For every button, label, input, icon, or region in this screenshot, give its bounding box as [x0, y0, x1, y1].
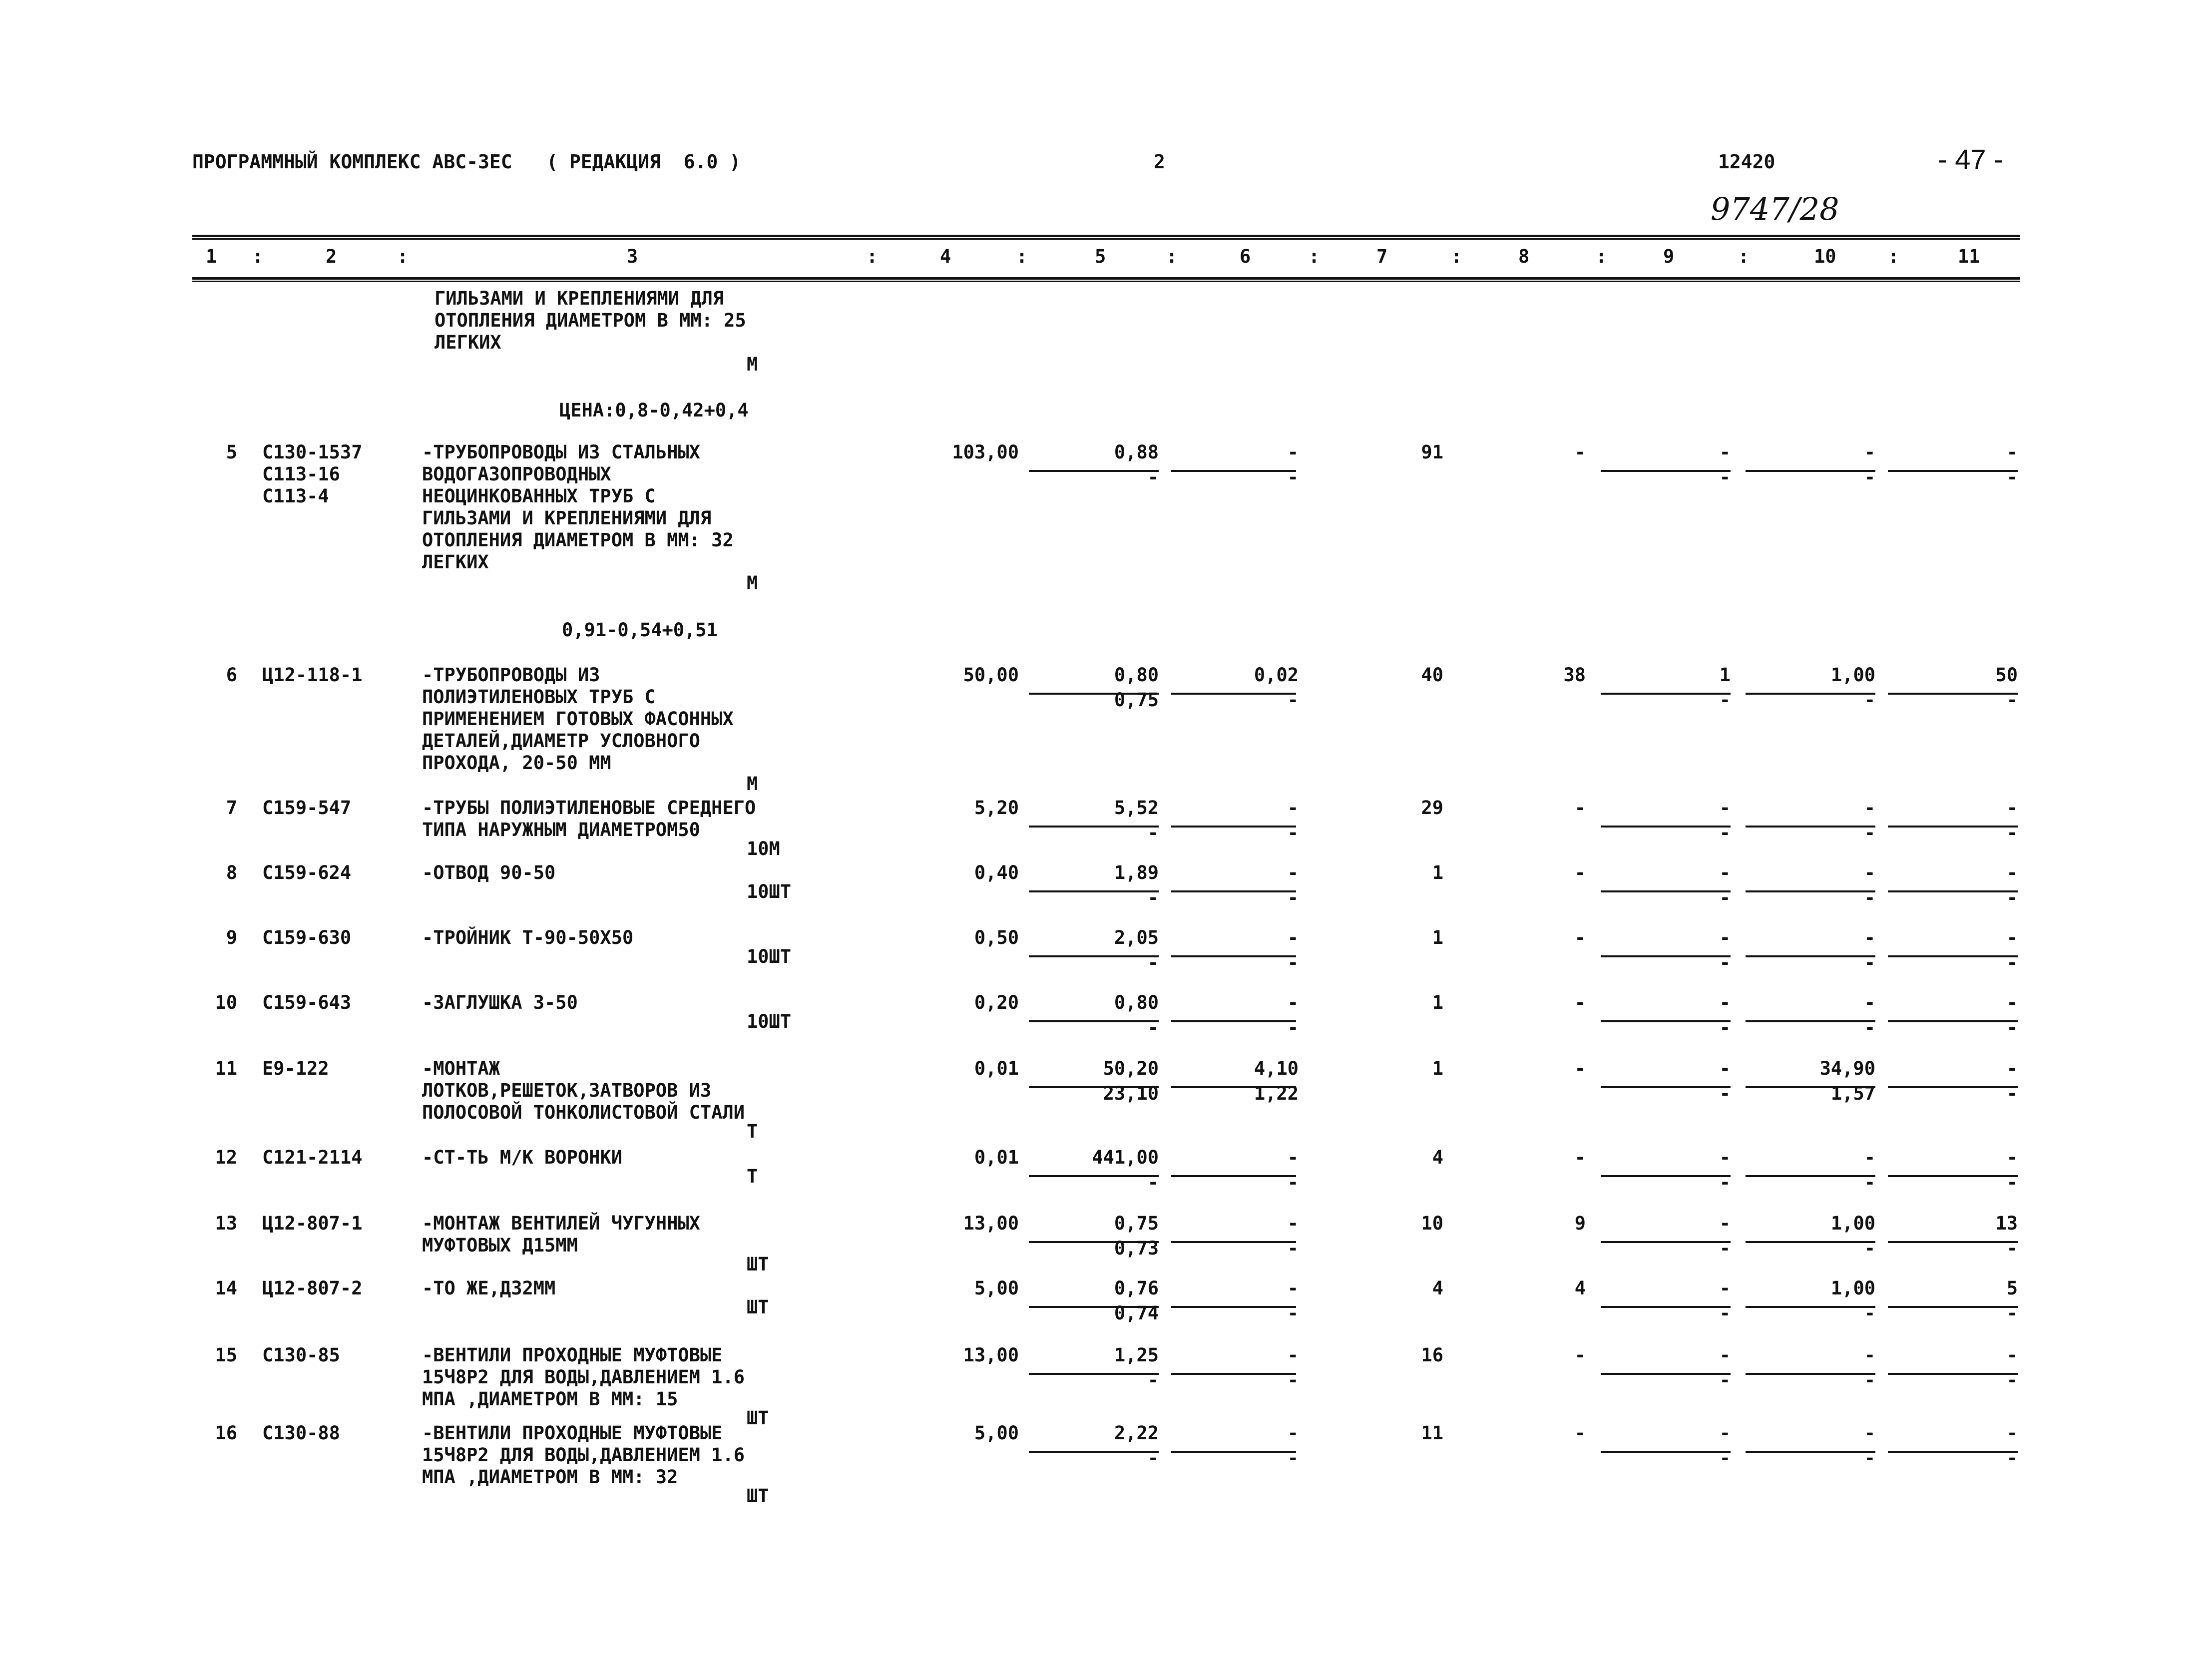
cell-c7: 1: [1432, 927, 1443, 948]
rate-code: С130-85: [262, 1344, 340, 1366]
cell-c10-lower: -: [1864, 466, 1875, 488]
rate-code: Ц12-807-1: [262, 1213, 363, 1234]
cell-c4: 50,00: [963, 664, 1019, 686]
row-number: 15: [215, 1344, 237, 1366]
cell-c6: -: [1287, 441, 1299, 463]
cell-c10: -: [1864, 1344, 1875, 1366]
cell-c10: 1,00: [1830, 664, 1875, 686]
cell-c10-lower: -: [1864, 1238, 1875, 1259]
cell-c5: 1,89: [1114, 862, 1159, 883]
column-separator: :: [397, 246, 409, 267]
work-description: 15Ч8Р2 ДЛЯ ВОДЫ,ДАВЛЕНИЕМ 1.6: [422, 1366, 745, 1388]
table-top-rule: [192, 235, 2020, 237]
work-description: 15Ч8Р2 ДЛЯ ВОДЫ,ДАВЛЕНИЕМ 1.6: [422, 1444, 745, 1466]
cell-c4: 0,01: [974, 1058, 1019, 1079]
cell-c7: 1: [1432, 862, 1443, 883]
cell-c4: 5,20: [974, 797, 1019, 819]
cell-c4: 0,50: [974, 927, 1019, 948]
rate-code: С130-88: [262, 1422, 340, 1444]
cell-c6: -: [1287, 1344, 1299, 1366]
cell-c6: -: [1287, 1277, 1299, 1299]
cell-c10: -: [1864, 797, 1875, 819]
sheet-number: 2: [1154, 151, 1165, 173]
cell-c9-lower: -: [1719, 822, 1731, 843]
cell-c5-lower: -: [1147, 952, 1159, 973]
rate-code: С113-4: [262, 485, 329, 507]
cell-c5-lower: 23,10: [1103, 1083, 1159, 1104]
rate-code: С159-547: [262, 797, 352, 819]
column-separator: :: [1451, 246, 1462, 267]
row-number: 12: [215, 1147, 237, 1168]
cell-c9: -: [1719, 992, 1731, 1013]
page-number: - 47 -: [1938, 143, 2003, 175]
cell-c10: 1,00: [1830, 1213, 1875, 1234]
cell-c9-lower: -: [1719, 1238, 1731, 1259]
cell-c10: -: [1864, 1422, 1875, 1444]
cell-c9-lower: -: [1719, 887, 1731, 908]
cell-c6: -: [1287, 1213, 1299, 1234]
row-number: 16: [215, 1422, 237, 1444]
cell-c10-lower: -: [1864, 822, 1875, 843]
cell-c5: 0,80: [1114, 664, 1159, 686]
cell-c6-lower: -: [1287, 1238, 1299, 1259]
work-description: ЛОТКОВ,РЕШЕТОК,ЗАТВОРОВ ИЗ: [422, 1080, 712, 1101]
work-description: ДЕТАЛЕЙ,ДИАМЕТР УСЛОВНОГО: [422, 730, 700, 752]
cell-c11: 13: [1995, 1213, 2018, 1234]
row-number: 9: [226, 927, 237, 948]
cell-c7: 4: [1432, 1147, 1443, 1168]
work-description: ПРОХОДА, 20-50 ММ: [422, 752, 611, 774]
column-separator: :: [867, 246, 878, 267]
work-description: ОТОПЛЕНИЯ ДИАМЕТРОМ В ММ: 32: [422, 529, 734, 551]
unit-of-measure: М: [747, 572, 758, 594]
header-bottom-rule-2: [192, 281, 2020, 282]
cell-c5: 0,76: [1114, 1277, 1159, 1299]
column-header-9: 9: [1663, 246, 1675, 267]
cell-c7: 4: [1432, 1277, 1443, 1299]
work-description: МПА ,ДИАМЕТРОМ В ММ: 32: [422, 1466, 678, 1488]
work-description: НЕОЦИНКОВАННЫХ ТРУБ С: [422, 485, 656, 507]
cell-c8: -: [1574, 992, 1586, 1013]
unit-of-measure: Т: [747, 1166, 758, 1187]
cell-c7: 29: [1421, 797, 1443, 819]
work-description: ТИПА НАРУЖНЫМ ДИАМЕТРОМ50: [422, 819, 700, 840]
cell-c8: 38: [1563, 664, 1586, 686]
unit-of-measure: 10ШТ: [747, 1011, 792, 1032]
column-separator: :: [252, 246, 264, 267]
cell-c11-lower: -: [2006, 1447, 2018, 1469]
cell-c6: -: [1287, 992, 1299, 1013]
column-separator: :: [1888, 246, 1899, 267]
cell-c11: -: [2006, 797, 2018, 819]
column-header-3: 3: [627, 246, 638, 267]
cell-c5: 0,80: [1114, 992, 1159, 1013]
cell-c4: 13,00: [963, 1344, 1019, 1366]
cell-c9: -: [1719, 1422, 1731, 1444]
cell-c11: -: [2006, 1058, 2018, 1079]
table-top-rule-2: [192, 238, 2020, 240]
unit-of-measure: 10ШТ: [747, 946, 792, 967]
cell-c6-lower: -: [1287, 1302, 1299, 1324]
cell-c9: -: [1719, 862, 1731, 883]
cell-c7: 10: [1421, 1213, 1443, 1234]
cell-c11: -: [2006, 441, 2018, 463]
work-description: -ТРОЙНИК Т-90-50Х50: [422, 927, 634, 948]
cell-c6: 4,10: [1254, 1058, 1299, 1079]
work-description: -ОТВОД 90-50: [422, 862, 556, 883]
cell-c11-lower: -: [2006, 1017, 2018, 1038]
cell-c5: 50,20: [1103, 1058, 1159, 1079]
column-separator: :: [1596, 246, 1607, 267]
work-description: ПРИМЕНЕНИЕМ ГОТОВЫХ ФАСОННЫХ: [422, 708, 734, 730]
column-header-2: 2: [326, 246, 337, 267]
work-description: -ВЕНТИЛИ ПРОХОДНЫЕ МУФТОВЫЕ: [422, 1344, 723, 1366]
cell-c6-lower: -: [1287, 822, 1299, 843]
cell-c11-lower: -: [2006, 887, 2018, 908]
cell-c4: 5,00: [974, 1277, 1019, 1299]
cell-c5-lower: 0,75: [1114, 689, 1159, 711]
cell-c10-lower: -: [1864, 952, 1875, 973]
cell-c11: -: [2006, 1422, 2018, 1444]
cell-c5-lower: -: [1147, 466, 1159, 488]
cell-c7: 11: [1421, 1422, 1443, 1444]
cell-c10-lower: -: [1864, 1447, 1875, 1469]
cell-c6-lower: -: [1287, 689, 1299, 711]
continuation-line: ГИЛЬЗАМИ И КРЕПЛЕНИЯМИ ДЛЯ: [435, 288, 724, 309]
work-description: ПОЛИЭТИЛЕНОВЫХ ТРУБ С: [422, 686, 656, 708]
rate-code: Ц12-807-2: [262, 1277, 363, 1299]
column-header-10: 10: [1814, 246, 1836, 267]
cell-c8: -: [1574, 1058, 1586, 1079]
cell-c11: -: [2006, 992, 2018, 1013]
cell-c11: -: [2006, 1147, 2018, 1168]
work-description: -МОНТАЖ: [422, 1058, 500, 1079]
cell-c11-lower: -: [2006, 689, 2018, 711]
cell-c8: -: [1574, 1422, 1586, 1444]
cell-c8: 9: [1574, 1213, 1586, 1234]
cell-c9-lower: -: [1719, 466, 1731, 488]
row-number: 8: [226, 862, 237, 883]
cell-c7: 16: [1421, 1344, 1443, 1366]
row-number: 13: [215, 1213, 237, 1234]
cell-c8: -: [1574, 1344, 1586, 1366]
price-formula: 0,91-0,54+0,51: [562, 619, 718, 641]
cell-c5-lower: 0,74: [1114, 1302, 1159, 1324]
rate-code: С121-2114: [262, 1147, 363, 1168]
cell-c9-lower: -: [1719, 952, 1731, 973]
column-header-6: 6: [1240, 246, 1251, 267]
cell-c10: -: [1864, 1147, 1875, 1168]
cell-c5: 0,88: [1114, 441, 1159, 463]
cell-c9-lower: -: [1719, 1083, 1731, 1104]
cell-c8: -: [1574, 927, 1586, 948]
cell-c10-lower: 1,57: [1830, 1083, 1875, 1104]
cell-c6: -: [1287, 1147, 1299, 1168]
unit-of-measure: ШТ: [747, 1485, 769, 1507]
cell-c6-lower: -: [1287, 1369, 1299, 1391]
handwritten-note: 9747/28: [1711, 191, 1839, 227]
work-description: -ТРУБОПРОВОДЫ ИЗ СТАЛЬНЫХ: [422, 441, 700, 463]
cell-c4: 0,40: [974, 862, 1019, 883]
cell-c4: 103,00: [952, 441, 1019, 463]
column-header-5: 5: [1095, 246, 1106, 267]
cell-c6-lower: 1,22: [1254, 1083, 1299, 1104]
cell-c10: 1,00: [1830, 1277, 1875, 1299]
cell-c9-lower: -: [1719, 1447, 1731, 1469]
work-description: ЛЕГКИХ: [422, 551, 489, 573]
cell-c10: -: [1864, 992, 1875, 1013]
cell-c9: -: [1719, 1147, 1731, 1168]
unit-of-measure: М: [747, 773, 758, 795]
cell-c5-lower: -: [1147, 822, 1159, 843]
work-description: -ЗАГЛУШКА З-50: [422, 992, 578, 1013]
cell-c5: 2,05: [1114, 927, 1159, 948]
cell-c11-lower: -: [2006, 1369, 2018, 1391]
column-separator: :: [1166, 246, 1178, 267]
cell-c9-lower: -: [1719, 1172, 1731, 1193]
column-header-4: 4: [940, 246, 951, 267]
cell-c11: -: [2006, 927, 2018, 948]
cell-c10-lower: -: [1864, 1302, 1875, 1324]
rate-code: С159-624: [262, 862, 352, 883]
row-number: 14: [215, 1277, 237, 1299]
work-description: ВОДОГАЗОПРОВОДНЫХ: [422, 463, 611, 485]
column-separator: :: [1738, 246, 1750, 267]
rate-code: Е9-122: [262, 1058, 329, 1079]
cell-c8: -: [1574, 441, 1586, 463]
cell-c7: 1: [1432, 992, 1443, 1013]
cell-c11-lower: -: [2006, 1083, 2018, 1104]
unit-of-measure: ШТ: [747, 1407, 769, 1429]
work-description: ГИЛЬЗАМИ И КРЕПЛЕНИЯМИ ДЛЯ: [422, 507, 712, 529]
work-description: ПОЛОСОВОЙ ТОНКОЛИСТОВОЙ СТАЛИ: [422, 1102, 745, 1123]
cell-c9: -: [1719, 927, 1731, 948]
cell-c6: 0,02: [1254, 664, 1299, 686]
cell-c5-lower: -: [1147, 887, 1159, 908]
cell-c9-lower: -: [1719, 689, 1731, 711]
row-number: 5: [226, 441, 237, 463]
cell-c6-lower: -: [1287, 1172, 1299, 1193]
unit-of-measure: ШТ: [747, 1296, 769, 1318]
unit-of-measure: ШТ: [747, 1254, 769, 1275]
cell-c9: -: [1719, 441, 1731, 463]
cell-c4: 5,00: [974, 1422, 1019, 1444]
work-description: -ТО ЖЕ,Д32ММ: [422, 1277, 556, 1299]
cell-c4: 0,20: [974, 992, 1019, 1013]
cell-c11: 5: [2006, 1277, 2018, 1299]
cell-c11-lower: -: [2006, 822, 2018, 843]
cell-c5-lower: -: [1147, 1369, 1159, 1391]
rate-code: С130-1537: [262, 441, 363, 463]
cell-c9: -: [1719, 1213, 1731, 1234]
work-description: -МОНТАЖ ВЕНТИЛЕЙ ЧУГУННЫХ: [422, 1213, 700, 1234]
cell-c8: -: [1574, 797, 1586, 819]
cell-c6-lower: -: [1287, 952, 1299, 973]
cell-c10-lower: -: [1864, 1369, 1875, 1391]
rate-code: С159-643: [262, 992, 352, 1013]
cell-c9-lower: -: [1719, 1369, 1731, 1391]
program-title: ПРОГРАММНЫЙ КОМПЛЕКС АВС-ЗЕС ( РЕДАКЦИЯ 6.0 ): [192, 151, 741, 173]
column-separator: :: [1016, 246, 1028, 267]
cell-c6: -: [1287, 797, 1299, 819]
cell-c9: -: [1719, 797, 1731, 819]
work-description: -СТ-ТЬ М/К ВОРОНКИ: [422, 1147, 622, 1168]
cell-c11-lower: -: [2006, 466, 2018, 488]
cell-c6-lower: -: [1287, 1017, 1299, 1038]
continuation-price: ЦЕНА:0,8-0,42+0,4: [559, 400, 749, 421]
cell-c9: 1: [1719, 664, 1731, 686]
cell-c9-lower: -: [1719, 1302, 1731, 1324]
cell-c5: 1,25: [1114, 1344, 1159, 1366]
unit-of-measure: 10М: [747, 838, 780, 859]
header-bottom-rule: [192, 277, 2020, 280]
continuation-line: ОТОПЛЕНИЯ ДИАМЕТРОМ В ММ: 25: [435, 310, 746, 331]
unit-of-measure: 10ШТ: [747, 881, 792, 902]
cell-c7: 1: [1432, 1058, 1443, 1079]
cell-c10-lower: -: [1864, 689, 1875, 711]
rate-code: Ц12-118-1: [262, 664, 363, 686]
cell-c5-lower: 0,73: [1114, 1238, 1159, 1259]
cell-c8: 4: [1574, 1277, 1586, 1299]
work-description: -ТРУБОПРОВОДЫ ИЗ: [422, 664, 600, 686]
column-header-11: 11: [1958, 246, 1980, 267]
cell-c9-lower: -: [1719, 1017, 1731, 1038]
cell-c5: 2,22: [1114, 1422, 1159, 1444]
cell-c10: 34,90: [1819, 1058, 1875, 1079]
cell-c10: -: [1864, 441, 1875, 463]
unit-of-measure: Т: [747, 1121, 758, 1142]
cell-c8: -: [1574, 862, 1586, 883]
cell-c11: -: [2006, 1344, 2018, 1366]
cell-c7: 40: [1421, 664, 1443, 686]
row-number: 7: [226, 797, 237, 819]
row-number: 10: [215, 992, 237, 1013]
cell-c6-lower: -: [1287, 466, 1299, 488]
continuation-line: ЛЕГКИХ: [435, 332, 501, 353]
cell-c11-lower: -: [2006, 1302, 2018, 1324]
cell-c5-lower: -: [1147, 1172, 1159, 1193]
cell-c5-lower: -: [1147, 1017, 1159, 1038]
row-number: 6: [226, 664, 237, 686]
cell-c4: 0,01: [974, 1147, 1019, 1168]
cell-c11-lower: -: [2006, 952, 2018, 973]
cell-c9: -: [1719, 1277, 1731, 1299]
document-code: 12420: [1718, 151, 1775, 173]
cell-c4: 13,00: [963, 1213, 1019, 1234]
rate-code: С159-630: [262, 927, 352, 948]
cell-c10: -: [1864, 862, 1875, 883]
cell-c5: 0,75: [1114, 1213, 1159, 1234]
cell-c10-lower: -: [1864, 887, 1875, 908]
cell-c6: -: [1287, 862, 1299, 883]
cell-c9: -: [1719, 1058, 1731, 1079]
column-header-7: 7: [1376, 246, 1388, 267]
cell-c11-lower: -: [2006, 1172, 2018, 1193]
cell-c5-lower: -: [1147, 1447, 1159, 1469]
cell-c9: -: [1719, 1344, 1731, 1366]
row-number: 11: [215, 1058, 237, 1079]
cell-c10-lower: -: [1864, 1017, 1875, 1038]
work-description: МУФТОВЫХ Д15ММ: [422, 1235, 578, 1256]
cell-c11-lower: -: [2006, 1238, 2018, 1259]
cell-c5: 441,00: [1092, 1147, 1159, 1168]
cell-c6-lower: -: [1287, 1447, 1299, 1469]
cell-c7: 91: [1421, 441, 1443, 463]
column-header-8: 8: [1518, 246, 1530, 267]
work-description: -ВЕНТИЛИ ПРОХОДНЫЕ МУФТОВЫЕ: [422, 1422, 723, 1444]
column-header-1: 1: [206, 246, 217, 267]
cell-c10-lower: -: [1864, 1172, 1875, 1193]
rate-code: С113-16: [262, 463, 340, 485]
column-separator: :: [1309, 246, 1320, 267]
cell-c8: -: [1574, 1147, 1586, 1168]
cell-c10: -: [1864, 927, 1875, 948]
cell-c6: -: [1287, 1422, 1299, 1444]
work-description: МПА ,ДИАМЕТРОМ В ММ: 15: [422, 1388, 678, 1410]
cell-c11: -: [2006, 862, 2018, 883]
work-description: -ТРУБЫ ПОЛИЭТИЛЕНОВЫЕ СРЕДНЕГО: [422, 797, 756, 819]
cell-c6: -: [1287, 927, 1299, 948]
cell-c5: 5,52: [1114, 797, 1159, 819]
cell-c6-lower: -: [1287, 887, 1299, 908]
cell-c11: 50: [1995, 664, 2018, 686]
continuation-unit: М: [747, 354, 758, 375]
